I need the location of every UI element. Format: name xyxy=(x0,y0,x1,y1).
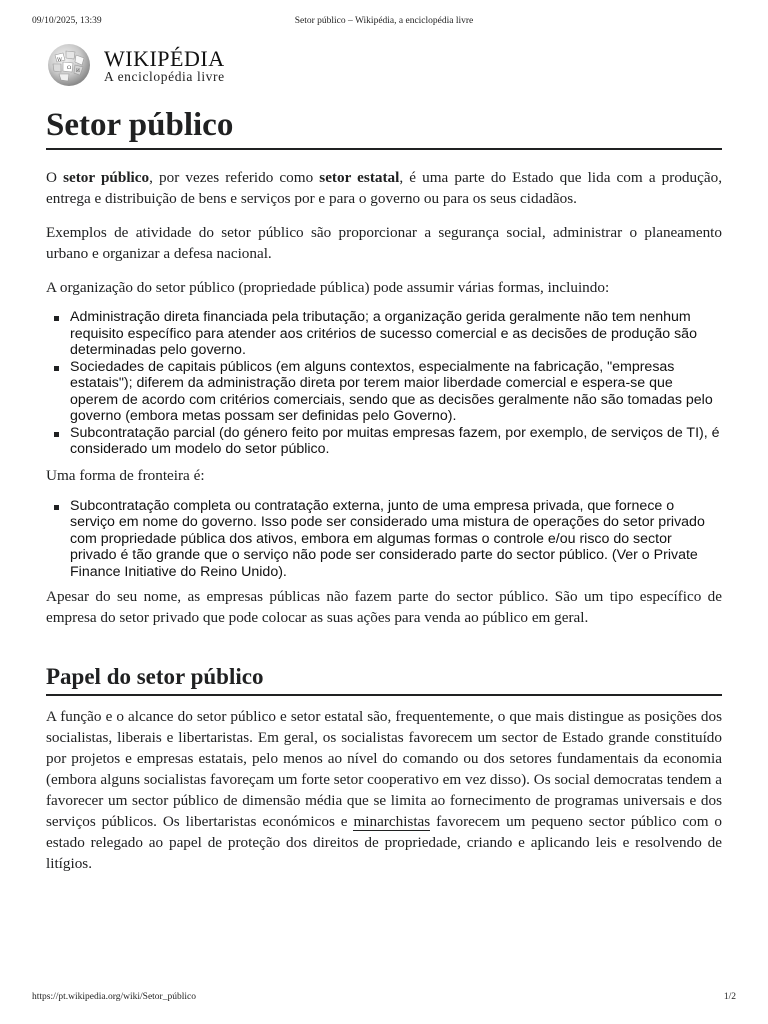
section-paragraph xyxy=(46,706,722,874)
svg-text:И: И xyxy=(76,69,80,74)
border-form-list xyxy=(46,498,722,581)
section-heading-papel: Papel do setor público xyxy=(46,663,722,696)
empresas-publicas-paragraph: Apesar do seu nome, as empresas públicas não fazem parte do sector público. São um tipo específico de empresa do setor privado que pode colocar as suas ações para venda ao público em geral. xyxy=(46,588,722,626)
bold-term-setor-estatal: setor estatal xyxy=(319,169,400,186)
print-header xyxy=(32,16,736,30)
wikipedia-tagline: A enciclopédia livre xyxy=(104,69,225,84)
text-segment: A função e o alcance do setor público e setor estatal são, frequentemente, o que mais distingue as posições dos socialistas, liberais e libertaristas. Em geral, os socialistas favorecem um sector de Estado grande constituído por projetos e empresas estatais, pelo menos ao nível do comando ou dos setores fundamentais da economia (embora alguns socialistas favoreçam um forte setor cooperativo em vez disso). Os social democratas tendem a favorecer um sector público de dimensão média que se limita ao fornecimento de programas universais e dos serviços públicos. Os libertaristas económicos e xyxy=(46,708,722,830)
list-item: Sociedades de capitais públicos (em alguns contextos, especialmente na fabricação, "empresas estatais"); diferem da administração direta por terem maior liberdade comercial e espera-se que operem de acordo com critérios comerciais, sendo que as decisões geralmente não são tomadas pelo governo (embora metas possam ser definidas pelo Governo). xyxy=(70,359,722,425)
text-segment: , por vezes referido como xyxy=(149,169,320,186)
page-title: Setor público xyxy=(46,106,722,150)
wikipedia-wordmark: WIKIPÉDIA xyxy=(104,46,225,71)
print-footer xyxy=(32,992,736,1006)
text-segment: O xyxy=(46,169,64,186)
print-page-title: Setor público – Wikipédia, a enciclopédia livre xyxy=(294,16,474,26)
wikipedia-globe-icon xyxy=(45,43,95,87)
text-segment: favorecem um pequeno sector público com o estado relegado ao papel de proteção dos direitos de propriedade, criando e aplicando leis e resolvendo de litígios. xyxy=(46,813,722,872)
print-datetime: 09/10/2025, 13:39 xyxy=(32,16,102,26)
list-item: Subcontratação completa ou contratação externa, junto de uma empresa privada, que fornece o serviço em nome do governo. Isso pode ser considerado uma mistura de operações do setor privado com propriedade pública dos ativos, embora em algumas formas o controle e/ou risco do sector privado é tão grande que o serviço não pode ser considerado parte do sector público. (Ver o Private Finance Initiative do Reino Unido). xyxy=(70,498,722,581)
svg-text:W: W xyxy=(57,57,63,63)
intro-paragraph-2: Exemplos de atividade do setor público são proporcionar a segurança social, administrar o planeamento urbano e organizar a defesa nacional. xyxy=(46,224,722,262)
page-number: 1/2 xyxy=(723,992,736,1002)
article-content xyxy=(46,106,722,874)
svg-text:Ω: Ω xyxy=(67,65,72,71)
intro-paragraph-3: A organização do setor público (propriedade pública) pode assumir várias formas, incluindo: xyxy=(46,279,610,296)
intro-paragraph-1 xyxy=(46,167,722,209)
list-item: Subcontratação parcial (do género feito por muitas empresas fazem, por exemplo, de serviços de TI), é considerado um modelo do setor público. xyxy=(70,425,722,458)
page-url: https://pt.wikipedia.org/wiki/Setor_público xyxy=(32,992,196,1002)
forms-list xyxy=(46,309,722,458)
list-item: Administração direta financiada pela tributação; a organização gerida geralmente não tem nenhum requisito específico para atender aos critérios de sucesso comercial e as decisões de produção são determinadas pelo governo. xyxy=(70,309,722,359)
link-minarchistas[interactable]: minarchistas xyxy=(353,813,431,830)
text-segment: , é uma parte do Estado que lida com a produção, entrega e distribuição de bens e serviços por e para o governo ou para os seus cidadãos. xyxy=(46,169,722,207)
border-form-intro: Uma forma de fronteira é: xyxy=(46,466,205,484)
bold-term-setor-publico: setor público xyxy=(63,169,150,186)
